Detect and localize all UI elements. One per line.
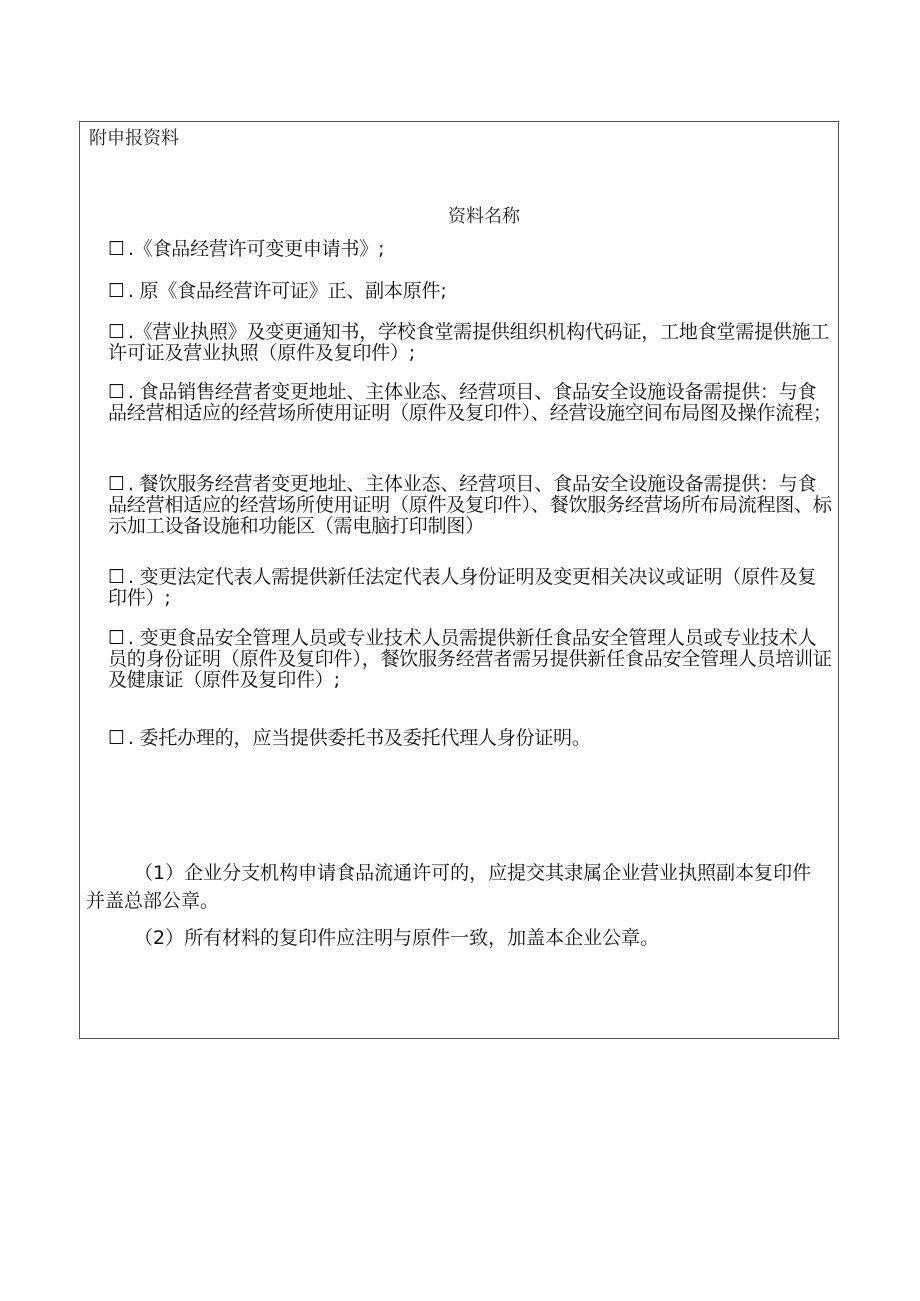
checkbox-icon: ☐ — [108, 381, 125, 403]
list-item-text: . 食品销售经营者变更地址、主体业态、经营项目、食品安全设施设备需提供：与食品经营相适应的经营场所使用证明（原件及复印件）、经营设施空间布局图及操作流程； — [108, 381, 832, 424]
list-item-text: . 变更食品安全管理人员或专业技术人员需提供新任食品安全管理人员或专业技术人员的身份证明（原件及复印件），餐饮服务经营者需另提供新任食品安全管理人员培训证及健康证（原件及复印件）; — [108, 627, 832, 691]
list-item — [108, 239, 834, 260]
list-item-text: . 餐饮服务经营者变更地址、主体业态、经营项目、食品安全设施设备需提供：与食品经营相适应的经营场所使用证明（原件及复印件）、餐饮服务经营场所布局流程图、标示加工设备设施和功能区（需电脑打印制图） — [108, 473, 832, 537]
list-item — [108, 322, 834, 364]
list-item — [108, 628, 834, 691]
list-item-text: .《食品经营许可变更申请书》; — [127, 238, 385, 260]
list-item-text: . 变更法定代表人需提供新任法定代表人身份证明及变更相关决议或证明（原件及复印件）; — [108, 566, 817, 609]
list-item — [108, 382, 834, 424]
list-item-text: . 委托办理的，应当提供委托书及委托代理人身份证明。 — [127, 727, 591, 749]
note-paragraph: （1）企业分支机构申请食品流通许可的，应提交其隶属企业营业执照副本复印件并盖总部公章。 — [86, 862, 812, 912]
checkbox-icon: ☐ — [108, 727, 125, 749]
checkbox-icon: ☐ — [108, 280, 125, 302]
list-item — [108, 474, 834, 537]
checkbox-icon: ☐ — [108, 238, 125, 260]
section-title: 附申报资料 — [89, 128, 179, 149]
list-header: 资料名称 — [448, 206, 520, 227]
list-item — [108, 281, 834, 302]
checkbox-icon: ☐ — [108, 473, 125, 495]
checkbox-icon: ☐ — [108, 321, 125, 343]
list-item — [108, 728, 834, 749]
checkbox-icon: ☐ — [108, 566, 125, 588]
checkbox-icon: ☐ — [108, 627, 125, 649]
list-item-text: .《营业执照》及变更通知书，学校食堂需提供组织机构代码证，工地食堂需提供施工许可证及营业执照（原件及复印件）; — [108, 321, 830, 364]
note-paragraph: （2）所有材料的复印件应注明与原件一致，加盖本企业公章。 — [134, 927, 660, 949]
list-item — [108, 567, 834, 609]
declaration-materials-box — [79, 121, 839, 1039]
list-item-text: . 原《食品经营许可证》正、副本原件; — [127, 280, 447, 302]
